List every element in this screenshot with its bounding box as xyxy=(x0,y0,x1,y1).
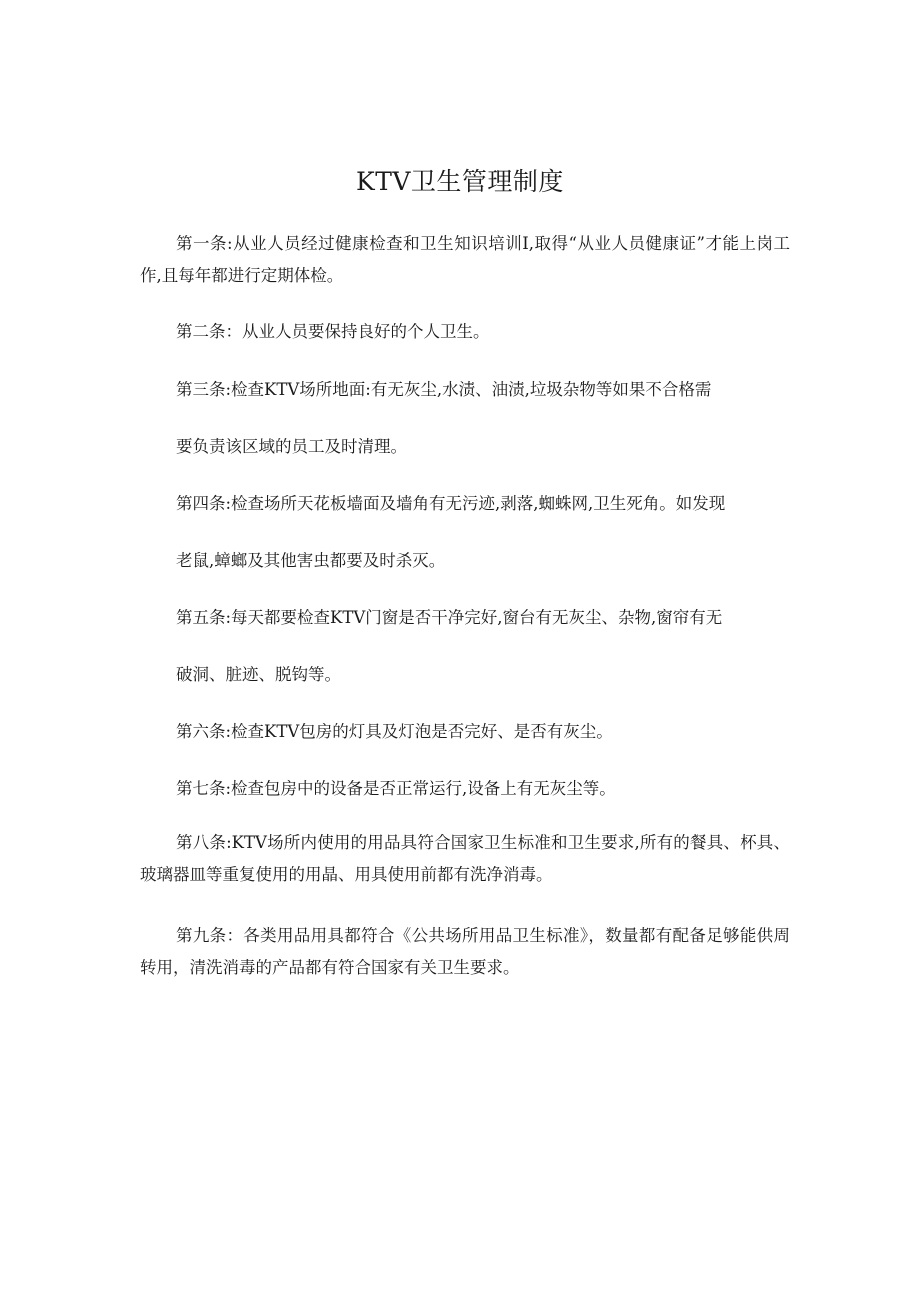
article-4: 第四条:检查场所天花板墙面及墙角有无污迹,剥落,蜘蛛网,卫生死角。如发现 xyxy=(176,494,726,513)
article-2: 第二条：从业人员要保持良好的个人卫生。 xyxy=(176,322,490,341)
article-1: 第一条:从业人员经过健康检查和卫生知识培训I,取得“从业人员健康证”才能上岗工作,且每年都进行定期体检。 xyxy=(140,234,790,285)
article-9: 第九条：各类用品用具都符合《公共场所用品卫生标准》，数量都有配备足够能供周转用，清洗消毒的产品都有符合国家有关卫生要求。 xyxy=(140,926,790,977)
article-8: 第八条:KTV场所内使用的用品具符合国家卫生标准和卫生要求,所有的餐具、杯具、玻璃器皿等重复使用的用晶、用具使用前都有洗净消毒。 xyxy=(140,833,790,884)
document-title: KTV卫生管理制度 xyxy=(356,167,564,196)
article-4-continued: 老鼠,蟑螂及其他害虫都要及时杀灭。 xyxy=(176,551,446,570)
article-6: 第六条:检查KTV包房的灯具及灯泡是否完好、是否有灰尘。 xyxy=(176,722,613,741)
article-3: 第三条:检查KTV场所地面:有无灰尘,水渍、油渍,垃圾杂物等如果不合格需 xyxy=(176,380,712,399)
article-7: 第七条:检查包房中的设备是否正常运行,设备上有无灰尘等。 xyxy=(176,779,616,798)
article-3-continued: 要负责该区域的员工及时清理。 xyxy=(176,437,407,456)
article-5: 第五条:每天都要检查KTV门窗是否干净完好,窗台有无灰尘、杂物,窗帘有无 xyxy=(176,608,723,627)
article-5-continued: 破洞、脏迹、脱钩等。 xyxy=(176,665,341,684)
